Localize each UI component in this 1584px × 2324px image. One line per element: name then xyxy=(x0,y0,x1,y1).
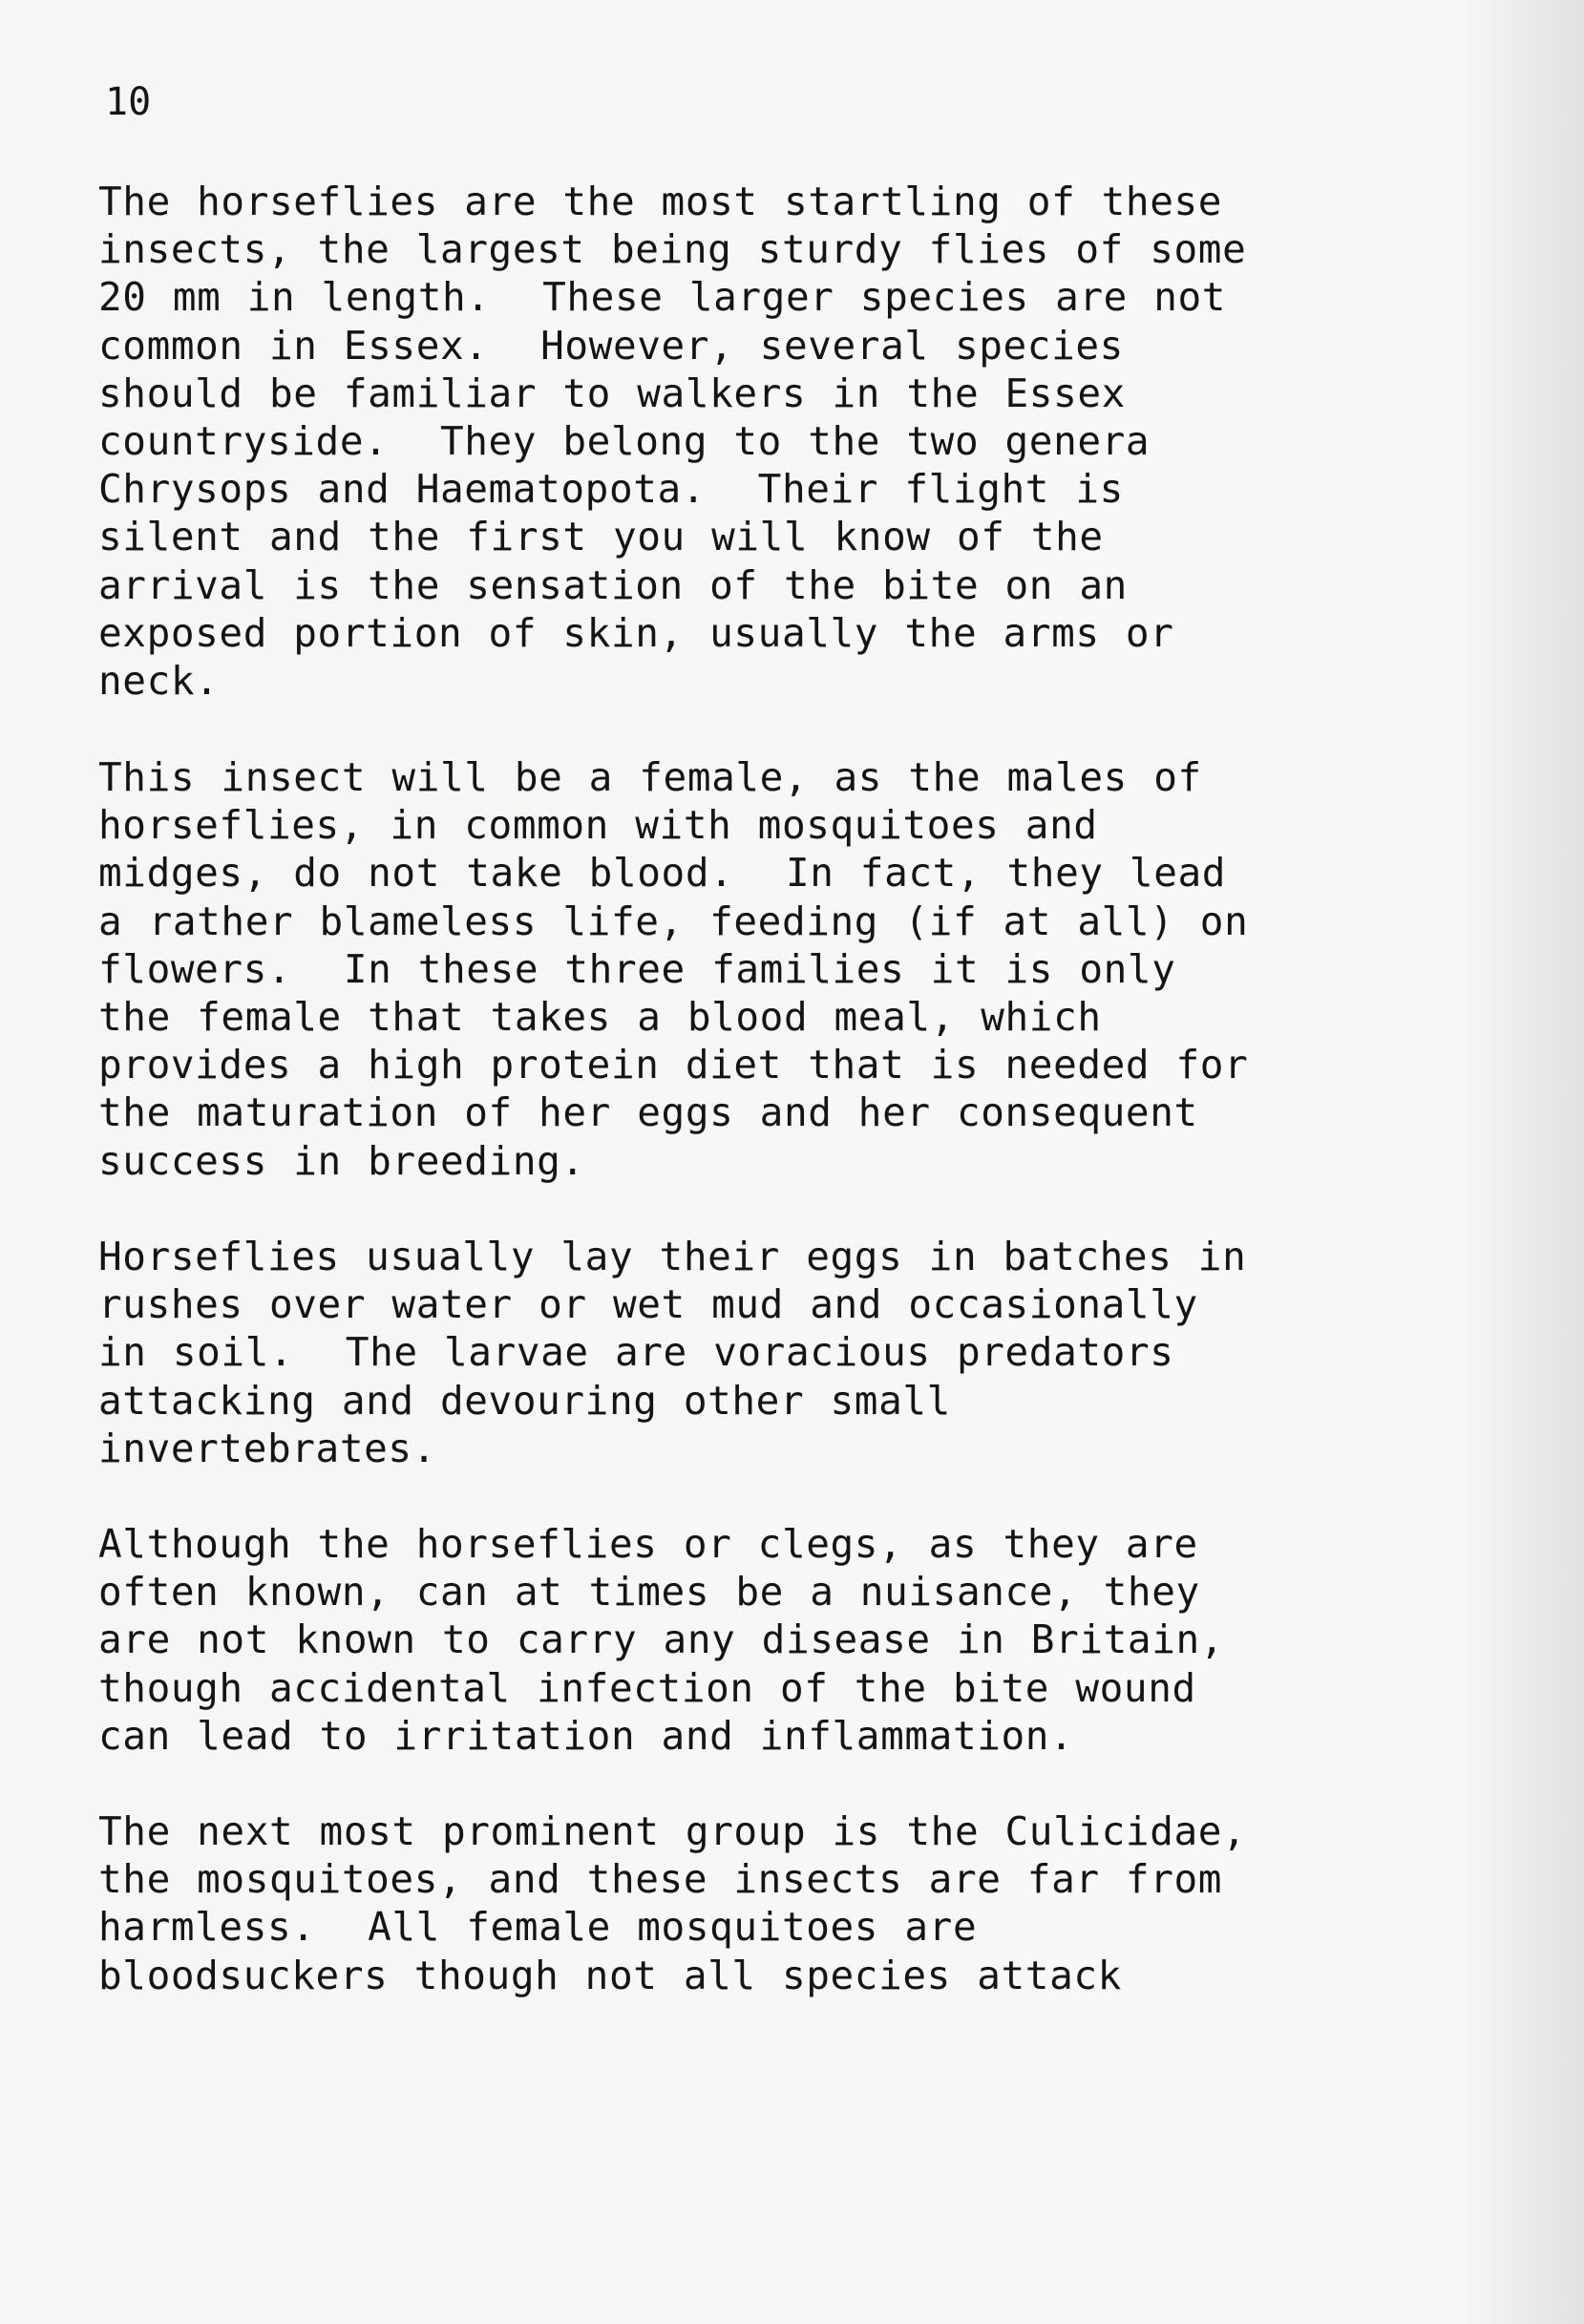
text-line: midges, do not take blood. In fact, they lead xyxy=(98,850,1227,897)
text-line: The horseflies are the most startling of these xyxy=(98,179,1223,224)
page-number: 10 xyxy=(105,80,152,124)
text-line: silent and the first you will know of the xyxy=(98,514,1104,560)
text-line: invertebrates. xyxy=(98,1425,436,1471)
text-line: Horseflies usually lay their eggs in batches in xyxy=(98,1234,1247,1279)
text-line: horseflies, in common with mosquitoes and xyxy=(98,802,1098,849)
text-line: can lead to irritation and inflammation. xyxy=(98,1712,1074,1759)
text-line: though accidental infection of the bite wound xyxy=(98,1664,1196,1711)
text-line: provides a high protein diet that is needed for xyxy=(98,1042,1249,1088)
text-line: rushes over water or wet mud and occasionally xyxy=(98,1281,1198,1328)
text-line: bloodsuckers though not all species attack xyxy=(98,1952,1122,1998)
text-line: should be familiar to walkers in the Essex xyxy=(98,370,1126,416)
text-line: often known, can at times be a nuisance, they xyxy=(98,1569,1200,1616)
text-line: This insect will be a female, as the males of xyxy=(98,754,1202,800)
text-line: attacking and devouring other small xyxy=(98,1377,951,1424)
text-line: the female that takes a blood meal, which xyxy=(98,994,1102,1041)
text-line: neck. xyxy=(98,658,220,705)
text-line: arrival is the sensation of the bite on an xyxy=(98,561,1128,608)
text-line: Chrysops and Haematopota. Their flight is xyxy=(98,466,1124,513)
text-line: exposed portion of skin, usually the arms or xyxy=(98,609,1174,656)
text-line: the mosquitoes, and these insects are far from xyxy=(98,1856,1223,1903)
text-line: The next most prominent group is the Culicidae, xyxy=(98,1808,1247,1854)
text-line: are not known to carry any disease in Britain, xyxy=(98,1616,1225,1663)
text-line: a rather blameless life, feeding (if at all) on xyxy=(98,898,1249,944)
paragraph-eggs-larvae xyxy=(98,1233,1473,1472)
text-line: harmless. All female mosquitoes are xyxy=(98,1904,978,1951)
text-line: 20 mm in length. These larger species are not xyxy=(98,274,1227,321)
text-line: success in breeding. xyxy=(98,1137,585,1184)
paragraph-female-bite xyxy=(98,753,1473,1185)
text-line: in soil. The larvae are voracious predators xyxy=(98,1329,1174,1376)
paragraph-mosquitoes xyxy=(98,1807,1473,1999)
text-line: common in Essex. However, several species xyxy=(98,322,1124,369)
text-line: insects, the largest being sturdy flies of some xyxy=(98,226,1247,273)
paragraph-disease xyxy=(98,1520,1473,1760)
text-line: countryside. They belong to the two genera xyxy=(98,418,1151,465)
text-line: the maturation of her eggs and her consequent xyxy=(98,1089,1198,1136)
text-line: flowers. In these three families it is only xyxy=(98,945,1176,992)
text-line: Although the horseflies or clegs, as they are xyxy=(98,1521,1198,1567)
paragraph-horseflies-intro xyxy=(98,178,1473,705)
